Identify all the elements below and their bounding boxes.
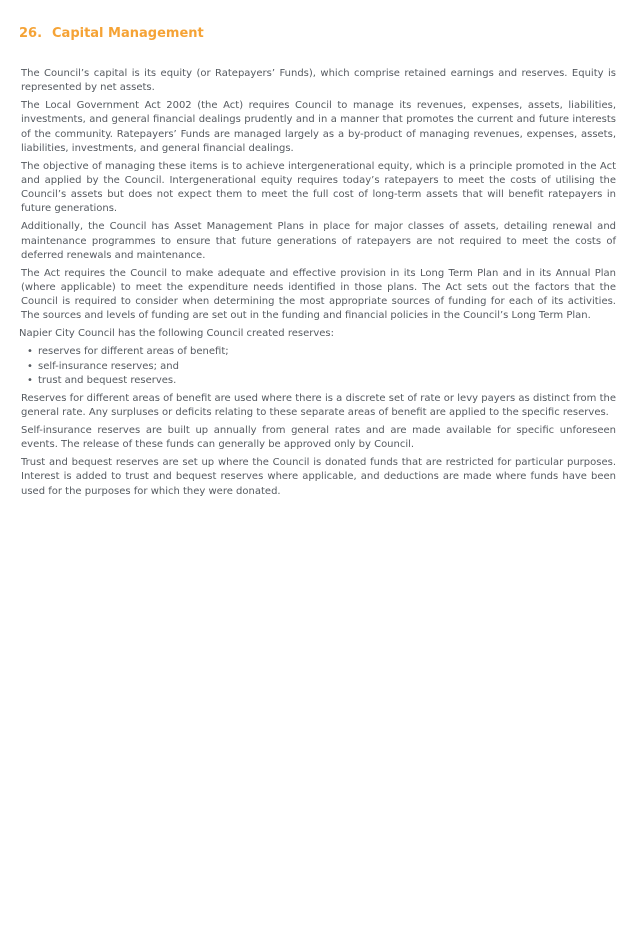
section-heading — [19, 26, 204, 41]
reserves-intro: Napier City Council has the following Council created reserves: — [19, 328, 334, 340]
paragraph-area-benefit-reserves: Reserves for different areas of benefit are used where there is a discrete set of rate or levy payers as distinct from the general rate. Any surpluses or deficits relating to these separate areas of benefit are applied to the specific reserves. — [21, 392, 616, 419]
paragraph-trust-bequest-reserves: Trust and bequest reserves are set up where the Council is donated funds that are restricted for particular purposes. Interest is added to trust and bequest reserves where applicable, and deductions are made where funds have been used for the purposes for which they were donated. — [21, 457, 616, 497]
paragraph-lga-requirements: The Local Government Act 2002 (the Act) requires Council to manage its revenues, expenses, assets, liabilities, investments, and general financial dealings prudently and in a manner that promotes the current and future interests of the community. Ratepayers’ Funds are managed largely as a by-product of managing revenues, expenses, assets, liabilities, investments, and general financial dealings. — [21, 100, 616, 154]
list-item — [21, 374, 616, 388]
bullet-icon: • — [27, 346, 33, 358]
list-item-text: trust and bequest reserves. — [38, 374, 177, 386]
bullet-icon: • — [27, 360, 33, 372]
bullet-icon: • — [27, 374, 33, 386]
reserves-list — [21, 345, 616, 388]
paragraph-self-insurance-reserves: Self-insurance reserves are built up annually from general rates and are made available for specific unforeseen events. The release of these funds can generally be approved only by Council. — [21, 425, 616, 451]
paragraph-intergenerational-equity: The objective of managing these items is to achieve intergenerational equity, which is a principle promoted in the Act and applied by the Council. Intergenerational equity requires today’s ratepayers to meet the costs of utilising the Council’s assets but does not expect them to meet the full cost of long-term assets that will benefit ratepayers in future generations. — [21, 160, 616, 215]
section-body — [21, 67, 616, 503]
section-number: 26. — [19, 26, 43, 41]
list-item-text: reserves for different areas of benefit; — [38, 346, 229, 358]
paragraph-capital-definition: The Council’s capital is its equity (or Ratepayers’ Funds), which comprise retained earnings and reserves. Equity is represented by net assets. — [21, 68, 616, 94]
paragraph-asset-management-plans: Additionally, the Council has Asset Management Plans in place for major classes of assets, detailing renewal and maintenance programmes to ensure that future generations of ratepayers are not required to meet the costs of deferred renewals and maintenance. — [21, 221, 616, 261]
list-item-text: self-insurance reserves; and — [38, 360, 179, 372]
list-item — [21, 360, 616, 374]
paragraph-funding-provision: The Act requires the Council to make adequate and effective provision in its Long Term Plan and in its Annual Plan (where applicable) to meet the expenditure needs identified in those plans. The Act sets out the factors that the Council is required to consider when determining the most appropriate sources of funding for each of its activities. The sources and levels of funding are set out in the funding and financial policies in the Council’s Long Term Plan. — [21, 267, 616, 322]
section-title: Capital Management — [52, 26, 204, 41]
list-item — [21, 345, 616, 359]
